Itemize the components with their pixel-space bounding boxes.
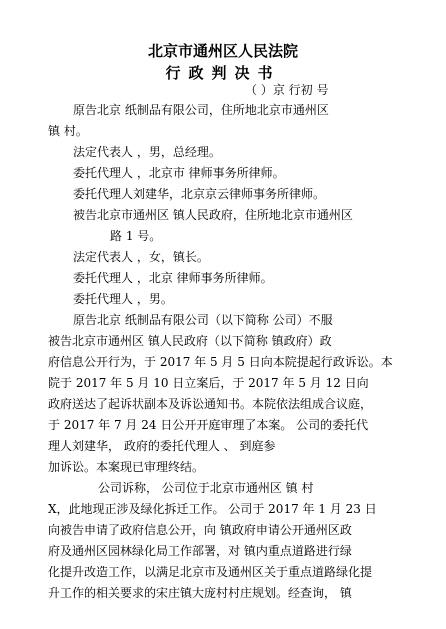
text-line: 加诉讼。本案现已审理终结。 — [48, 460, 205, 474]
text-line: 向被告申请了政府信息公开，向 镇政府申请公开通州区政 — [48, 523, 352, 537]
text-line: 原告北京 纸制品有限公司，住所地北京市通州区 — [73, 103, 329, 117]
text-line: 被告北京市通州区 镇人民政府（以下简称 镇政府）政 — [48, 334, 332, 348]
text-line: 政府送达了起诉状副本及诉讼通知书。本院依法组成合议庭， — [48, 397, 373, 411]
document-title: 行政判决书 — [165, 64, 281, 82]
text-line: 府及通州区园林绿化局工作部署，对 镇内重点道路进行绿 — [48, 544, 352, 558]
text-line: 理人刘建华， 政府的委托代理人 、 到庭参 — [48, 439, 276, 453]
text-line: 化提升改造工作，以满足北京市及通州区关于重点道路绿化提 — [48, 565, 373, 579]
text-line: 公司诉称， 公司位于北京市通州区 镇 村 — [98, 481, 314, 495]
text-line: 镇 村。 — [48, 124, 88, 138]
text-line: 被告北京市通州区 镇人民政府，住所地北京市通州区 — [73, 208, 353, 222]
text-line: 府信息公开行为，于 2017 年 5 月 5 日向本院提起行政诉讼。本 — [48, 355, 393, 369]
text-line: 升工作的相关要求的宋庄镇大庞村村庄规划。经查询， 镇 — [48, 586, 352, 600]
text-line: 法定代表人 ，女，镇长。 — [73, 250, 209, 264]
text-line: 路 1 号。 — [110, 229, 162, 243]
text-line: 于 2017 年 7 月 24 日公开开庭审理了本案。 公司的委托代 — [48, 418, 369, 432]
text-line: 院于 2017 年 5 月 10 日立案后，于 2017 年 5 月 12 日向 — [48, 376, 369, 390]
text-line: 委托代理人刘建华，北京京云律师事务所律师。 — [73, 187, 326, 201]
text-line: 委托代理人 ，北京市 律师事务所律师。 — [73, 166, 285, 180]
case-number: （ ）京 行初 号 — [245, 83, 329, 97]
text-line: X，此地现正涉及绿化拆迁工作。 公司于 2017 年 1 月 23 日 — [48, 502, 377, 516]
court-name: 北京市通州区人民法院 — [147, 42, 298, 60]
text-line: 法定代表人 ，男，总经理。 — [73, 145, 221, 159]
text-line: 委托代理人 ，男。 — [73, 292, 173, 306]
text-line: 原告北京 纸制品有限公司（以下简称 公司）不服 — [73, 313, 333, 327]
text-line: 委托代理人 ，北京 律师事务所律师。 — [73, 271, 273, 285]
